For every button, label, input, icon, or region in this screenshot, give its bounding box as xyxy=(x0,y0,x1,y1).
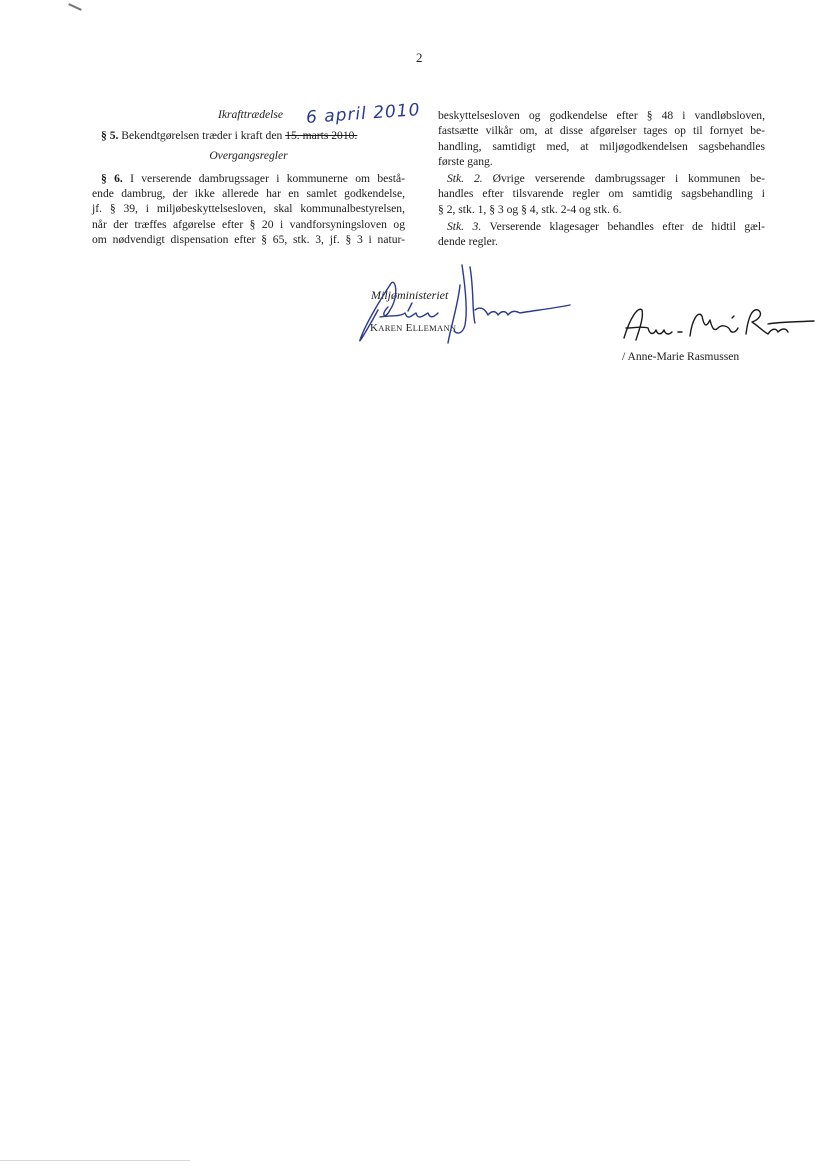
section-6 xyxy=(92,171,405,247)
minister-last-rest: LLEMANN xyxy=(412,323,457,333)
signer-signature xyxy=(618,298,818,348)
minister-signature xyxy=(350,255,580,345)
ministry-name: Miljøministeriet xyxy=(371,288,449,302)
continuation-line: handling, samtidigt med, at miljøgodkendelsen sagsbehandles xyxy=(438,139,765,153)
section-6-line: om nødvendigt dispensation efter § 65, stk. 3, jf. § 3 i natur- xyxy=(92,233,405,247)
page-number: 2 xyxy=(416,50,423,65)
right-column xyxy=(438,108,765,250)
section-5-struck-date: 15. marts 2010. xyxy=(285,129,358,143)
stk-3-line: dende regler. xyxy=(438,235,498,249)
section-6-line xyxy=(92,171,405,186)
signer-name: / Anne-Marie Rasmussen xyxy=(622,350,740,363)
continuation-line: fastsætte vilkår om, at disse afgørelser tages op til fornyet be- xyxy=(438,124,765,138)
section-5-text: Bekendtgørelsen træder i kraft den xyxy=(121,129,283,143)
section-5-number: § 5. xyxy=(101,129,119,143)
left-column xyxy=(92,107,405,247)
handwritten-date: 6 april 2010 xyxy=(305,100,422,128)
stk-3-line-text: Verserende klagesager behandles efter de hidtil gæl- xyxy=(489,220,765,234)
heading-ikrafttraedelse: Ikrafttrædelse xyxy=(217,108,284,121)
stk-3 xyxy=(438,219,765,250)
section-5 xyxy=(92,128,405,143)
section-6-line-text: I verserende dambrugssager i kommunerne om bestå- xyxy=(130,171,405,185)
stk-2-line xyxy=(438,171,765,186)
scan-edge xyxy=(0,1160,190,1161)
minister-first-initial: K xyxy=(370,322,379,334)
stk-2-label: Stk. 2. xyxy=(447,172,483,186)
stk-2-line: handles efter tilsvarende regler om samtidig sagsbehandling i xyxy=(438,187,765,201)
stk-3-label: Stk. 3. xyxy=(447,220,482,234)
stk-2-line-text: Øvrige verserende dambrugssager i kommunen be- xyxy=(492,172,765,186)
stk-2 xyxy=(438,171,765,217)
heading-overgangsregler: Overgangsregler xyxy=(209,148,288,162)
scan-mark xyxy=(68,3,82,11)
section-6-line: jf. § 39, i miljøbeskyttelsesloven, skal kommunalbestyrelsen, xyxy=(92,202,405,216)
minister-first-rest: AREN xyxy=(378,323,403,333)
section-6-line: ende dambrug, der ikke allerede har en samlet godkendelse, xyxy=(92,187,405,201)
continuation-line: beskyttelsesloven og godkendelse efter § 48 i vandløbsloven, xyxy=(438,109,765,122)
stk-3-line xyxy=(438,219,765,234)
section-6-number: § 6. xyxy=(101,171,123,185)
minister-last-initial: E xyxy=(405,322,413,334)
continuation-line: første gang. xyxy=(438,154,493,168)
stk-2-line: § 2, stk. 1, § 3 og § 4, stk. 2-4 og stk. 6. xyxy=(438,202,622,216)
section-6-line: når der træffes afgørelse efter § 20 i vandforsyningsloven og xyxy=(92,217,405,231)
